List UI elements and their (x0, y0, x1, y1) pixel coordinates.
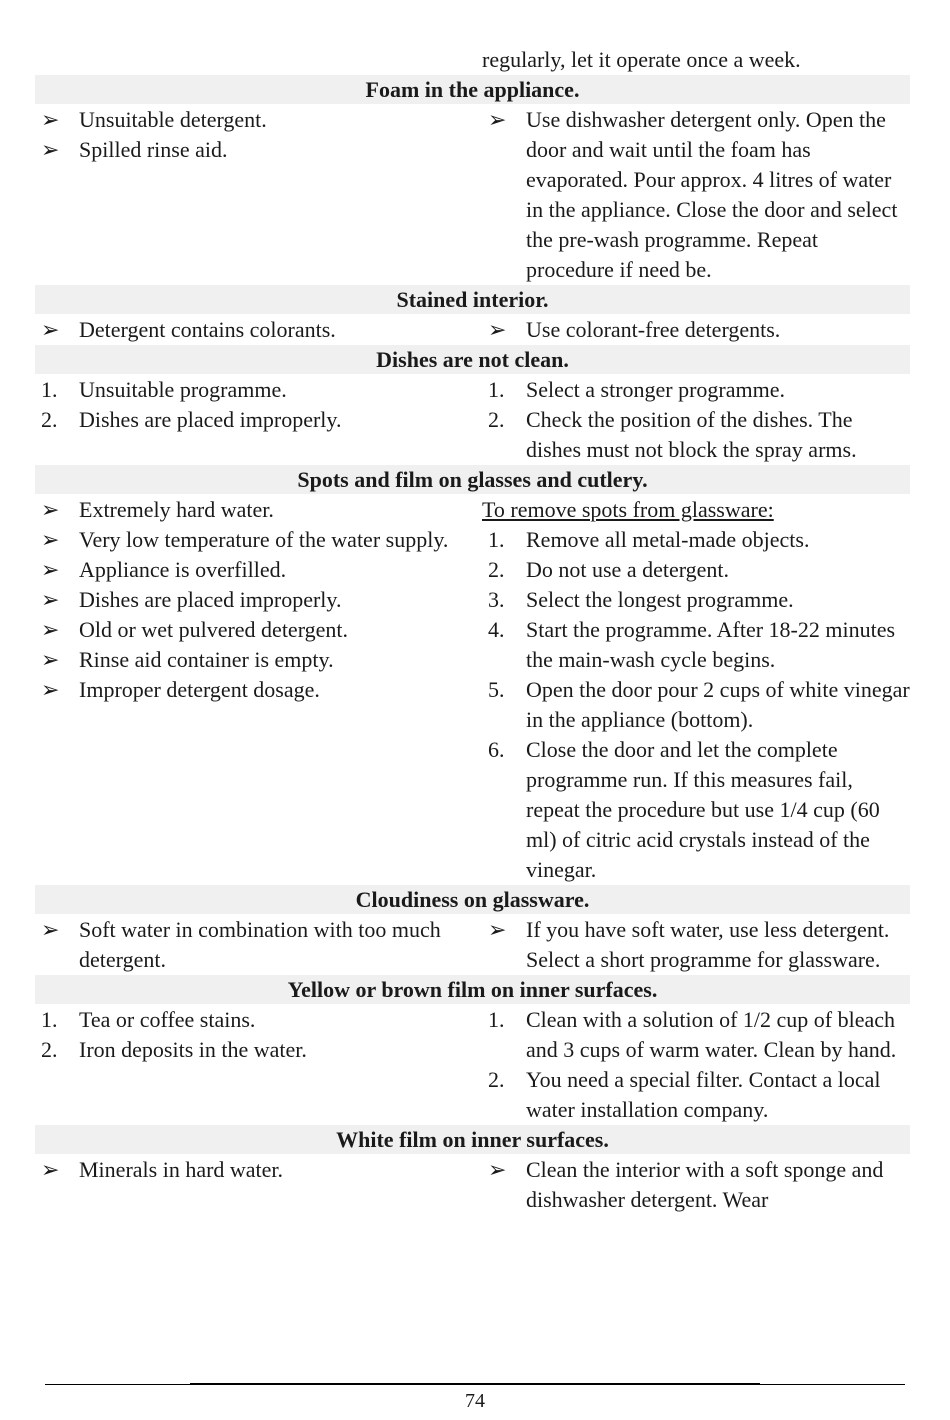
list-marker: ➢ (41, 917, 60, 942)
item-text: Clean the interior with a soft sponge and dishwasher detergent. Wear (526, 1157, 884, 1212)
list-marker: ➢ (41, 617, 60, 642)
solutions-column (482, 495, 910, 885)
cause-item (35, 675, 482, 705)
cause-item (35, 105, 482, 135)
item-text: Select the longest programme. (526, 587, 794, 612)
troubleshooting-page (35, 45, 910, 1215)
item-text: Dishes are placed improperly. (79, 407, 342, 432)
item-text: Use dishwasher detergent only. Open the door and wait until the foam has evaporated. Pour approx. 4 litres of water in the appliance. Close the door and select the pre-wash programme. Repeat procedure if need be. (526, 107, 898, 282)
list-marker: ➢ (488, 917, 507, 942)
list-marker: ➢ (41, 1157, 60, 1182)
footer-rule-accent (190, 1383, 760, 1385)
solutions-column (482, 1005, 910, 1125)
list-marker: 5. (488, 677, 505, 702)
list-marker: 2. (41, 1037, 58, 1062)
list-marker: 1. (488, 1007, 505, 1032)
solution-item (482, 105, 910, 285)
cause-item (35, 135, 482, 165)
cause-solution-row (35, 314, 910, 345)
cause-item (35, 525, 482, 555)
item-text: Extremely hard water. (79, 497, 274, 522)
problem-section (35, 75, 910, 285)
item-text: Very low temperature of the water supply. (79, 527, 449, 552)
solution-item (482, 525, 910, 555)
problem-section (35, 885, 910, 975)
solution-item (482, 615, 910, 675)
list-marker: ➢ (488, 1157, 507, 1182)
item-text: Soft water in combination with too much detergent. (79, 917, 441, 972)
solution-item (482, 375, 910, 405)
problem-title: Cloudiness on glassware. (35, 885, 910, 914)
causes-column (35, 1155, 482, 1215)
problem-section (35, 345, 910, 465)
list-marker: ➢ (41, 317, 60, 342)
item-text: Dishes are placed improperly. (79, 587, 342, 612)
problem-title: White film on inner surfaces. (35, 1125, 910, 1154)
list-marker: ➢ (41, 497, 60, 522)
page-number: 74 (465, 1390, 485, 1412)
cause-item (35, 585, 482, 615)
item-text: Iron deposits in the water. (79, 1037, 307, 1062)
item-text: If you have soft water, use less detergent. Select a short programme for glassware. (526, 917, 890, 972)
list-marker: 4. (488, 617, 505, 642)
list-marker: ➢ (41, 137, 60, 162)
problem-title: Spots and film on glasses and cutlery. (35, 465, 910, 494)
list-marker: 1. (41, 377, 58, 402)
troubleshooting-table (35, 75, 910, 1215)
solutions-column (482, 105, 910, 285)
item-text: Use colorant-free detergents. (526, 317, 781, 342)
problem-title: Dishes are not clean. (35, 345, 910, 374)
cause-solution-row (35, 374, 910, 465)
item-text: Close the door and let the complete programme run. If this measures fail, repeat the procedure but use 1/4 cup (60 ml) of citric acid crystals instead of the vinegar. (526, 737, 880, 882)
solutions-column (482, 1155, 910, 1215)
item-text: Tea or coffee stains. (79, 1007, 256, 1032)
cause-item (35, 315, 482, 345)
list-marker: ➢ (41, 647, 60, 672)
list-marker: ➢ (41, 587, 60, 612)
solutions-column (482, 375, 910, 465)
list-marker: ➢ (488, 107, 507, 132)
cause-solution-row (35, 1004, 910, 1125)
problem-section (35, 285, 910, 345)
cause-solution-row (35, 104, 910, 285)
cause-solution-row (35, 494, 910, 885)
list-marker: 6. (488, 737, 505, 762)
item-text: Remove all metal-made objects. (526, 527, 810, 552)
solution-heading: To remove spots from glassware: (482, 497, 774, 522)
solution-item (482, 735, 910, 885)
item-text: You need a special filter. Contact a local water installation company. (526, 1067, 881, 1122)
item-text: Check the position of the dishes. The dishes must not block the spray arms. (526, 407, 857, 462)
item-text: Detergent contains colorants. (79, 317, 336, 342)
cause-item (35, 915, 482, 975)
cause-item (35, 1005, 482, 1035)
causes-column (35, 105, 482, 285)
causes-column (35, 915, 482, 975)
problem-section (35, 1125, 910, 1215)
solution-item (482, 1065, 910, 1125)
solution-item (482, 1155, 910, 1215)
causes-column (35, 375, 482, 465)
cause-item (35, 555, 482, 585)
solutions-column (482, 315, 910, 345)
cause-item (35, 645, 482, 675)
item-text: Start the programme. After 18-22 minutes the main-wash cycle begins. (526, 617, 896, 672)
item-text: Clean with a solution of 1/2 cup of bleach and 3 cups of warm water. Clean by hand. (526, 1007, 897, 1062)
item-text: Unsuitable programme. (79, 377, 287, 402)
solution-item (482, 915, 910, 975)
problem-section (35, 465, 910, 885)
solution-item (482, 585, 910, 615)
solution-item (482, 405, 910, 465)
solution-item (482, 315, 910, 345)
problem-section (35, 975, 910, 1125)
item-text: Open the door pour 2 cups of white vinegar in the appliance (bottom). (526, 677, 910, 732)
item-text: Spilled rinse aid. (79, 137, 228, 162)
cause-solution-row (35, 1154, 910, 1215)
cause-solution-row (35, 914, 910, 975)
cause-item (35, 495, 482, 525)
solution-item (482, 675, 910, 735)
solution-item (482, 1005, 910, 1065)
list-marker: ➢ (41, 527, 60, 552)
list-marker: 1. (41, 1007, 58, 1032)
causes-column (35, 315, 482, 345)
item-text: Do not use a detergent. (526, 557, 730, 582)
list-marker: 3. (488, 587, 505, 612)
list-marker: ➢ (41, 107, 60, 132)
solutions-column (482, 915, 910, 975)
cause-item (35, 1155, 482, 1185)
list-marker: 2. (488, 1067, 505, 1092)
cause-item (35, 375, 482, 405)
list-marker: 1. (488, 377, 505, 402)
list-marker: 2. (488, 407, 505, 432)
continued-text: regularly, let it operate once a week. (482, 47, 801, 72)
item-text: Minerals in hard water. (79, 1157, 284, 1182)
item-text: Appliance is overfilled. (79, 557, 287, 582)
solution-item (482, 555, 910, 585)
item-text: Unsuitable detergent. (79, 107, 267, 132)
causes-column (35, 495, 482, 885)
list-marker: ➢ (41, 677, 60, 702)
cause-item (35, 405, 482, 435)
item-text: Old or wet pulvered detergent. (79, 617, 349, 642)
list-marker: 2. (41, 407, 58, 432)
list-marker: 2. (488, 557, 505, 582)
list-marker: ➢ (488, 317, 507, 342)
cause-item (35, 1035, 482, 1065)
cause-item (35, 615, 482, 645)
list-marker: 1. (488, 527, 505, 552)
problem-title: Foam in the appliance. (35, 75, 910, 104)
item-text: Improper detergent dosage. (79, 677, 320, 702)
list-marker: ➢ (41, 557, 60, 582)
causes-column (35, 1005, 482, 1125)
problem-title: Yellow or brown film on inner surfaces. (35, 975, 910, 1004)
item-text: Rinse aid container is empty. (79, 647, 334, 672)
item-text: Select a stronger programme. (526, 377, 786, 402)
problem-title: Stained interior. (35, 285, 910, 314)
